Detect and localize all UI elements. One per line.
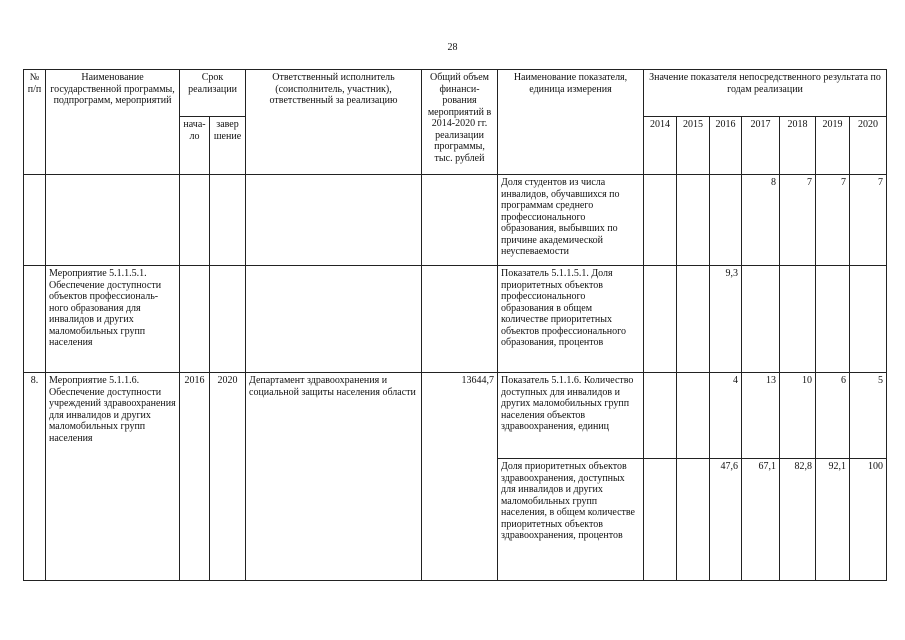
value-cell: 7 [850, 175, 887, 266]
row-end: 2020 [210, 373, 246, 581]
value-cell: 13 [742, 373, 780, 459]
header-num: № п/п [24, 70, 46, 175]
table-row [24, 373, 887, 459]
row-start [180, 175, 210, 266]
row-name [46, 175, 180, 266]
row-num [24, 175, 46, 266]
program-table [23, 69, 887, 581]
header-year: 2020 [850, 117, 887, 175]
row-indicator: Показатель 5.1.1.5.1. Доля приоритетных объектов профессионального образования в общем количестве приоритетных объектов профессионального образования, процентов [498, 266, 644, 373]
header-year: 2017 [742, 117, 780, 175]
value-cell [850, 266, 887, 373]
header-indicator: Наименование показателя, единица измерения [498, 70, 644, 175]
table-row [24, 175, 887, 266]
value-cell: 47,6 [710, 459, 742, 581]
value-cell: 6 [816, 373, 850, 459]
value-cell: 5 [850, 373, 887, 459]
header-start: нача-ло [180, 117, 210, 175]
value-cell: 92,1 [816, 459, 850, 581]
row-start [180, 266, 210, 373]
header-values: Значение показателя непосредственного результата по годам реализации [644, 70, 887, 117]
header-year: 2016 [710, 117, 742, 175]
header-volume: Общий объем финанси-рования мероприятий в 2014-2020 гг. реализации программы, тыс. рублей [422, 70, 498, 175]
value-cell [644, 459, 677, 581]
row-volume: 13644,7 [422, 373, 498, 581]
row-name: Мероприятие 5.1.1.5.1. Обеспечение доступности объектов профессиональ-ного образования для инвалидов и других маломобильных групп населения [46, 266, 180, 373]
value-cell [677, 175, 710, 266]
row-indicator: Показатель 5.1.1.6. Количество доступных для инвалидов и других маломобильных групп населения объектов здравоохранения, единиц [498, 373, 644, 459]
row-volume [422, 266, 498, 373]
value-cell [710, 175, 742, 266]
row-name: Мероприятие 5.1.1.6. Обеспечение доступности учреждений здравоохранения для инвалидов и других маломобильных групп населения [46, 373, 180, 581]
header-executor: Ответственный исполнитель (соисполнитель, участник), ответственный за реализацию [246, 70, 422, 175]
row-executor: Департамент здравоохранения и социальной защиты населения области [246, 373, 422, 581]
row-indicator: Доля приоритетных объектов здравоохранения, доступных для инвалидов и других маломобильных групп населения, в общем количестве приоритетных объектов здравоохранения, процентов [498, 459, 644, 581]
value-cell: 67,1 [742, 459, 780, 581]
header-name: Наименование государственной программы, подпрограмм, мероприятий [46, 70, 180, 175]
value-cell [816, 266, 850, 373]
value-cell: 10 [780, 373, 816, 459]
row-volume [422, 175, 498, 266]
value-cell [742, 266, 780, 373]
header-year: 2015 [677, 117, 710, 175]
row-executor [246, 175, 422, 266]
row-start: 2016 [180, 373, 210, 581]
row-num [24, 266, 46, 373]
header-year: 2018 [780, 117, 816, 175]
value-cell: 8 [742, 175, 780, 266]
header-end: завер шение [210, 117, 246, 175]
value-cell: 7 [780, 175, 816, 266]
row-indicator: Доля студентов из числа инвалидов, обучавшихся по программам среднего профессионального образования, выбывших по причине академической неуспеваемости [498, 175, 644, 266]
page-number: 28 [447, 42, 458, 53]
header-term: Срок реализации [180, 70, 246, 117]
row-end [210, 266, 246, 373]
value-cell [677, 266, 710, 373]
value-cell: 4 [710, 373, 742, 459]
header-year: 2014 [644, 117, 677, 175]
value-cell: 100 [850, 459, 887, 581]
row-end [210, 175, 246, 266]
value-cell [677, 459, 710, 581]
table-row [24, 266, 887, 373]
value-cell [644, 373, 677, 459]
value-cell [644, 175, 677, 266]
value-cell: 9,3 [710, 266, 742, 373]
value-cell: 82,8 [780, 459, 816, 581]
header-year: 2019 [816, 117, 850, 175]
value-cell [780, 266, 816, 373]
value-cell [677, 373, 710, 459]
value-cell [644, 266, 677, 373]
header-row-1 [24, 70, 887, 117]
row-executor [246, 266, 422, 373]
value-cell: 7 [816, 175, 850, 266]
row-num: 8. [24, 373, 46, 581]
